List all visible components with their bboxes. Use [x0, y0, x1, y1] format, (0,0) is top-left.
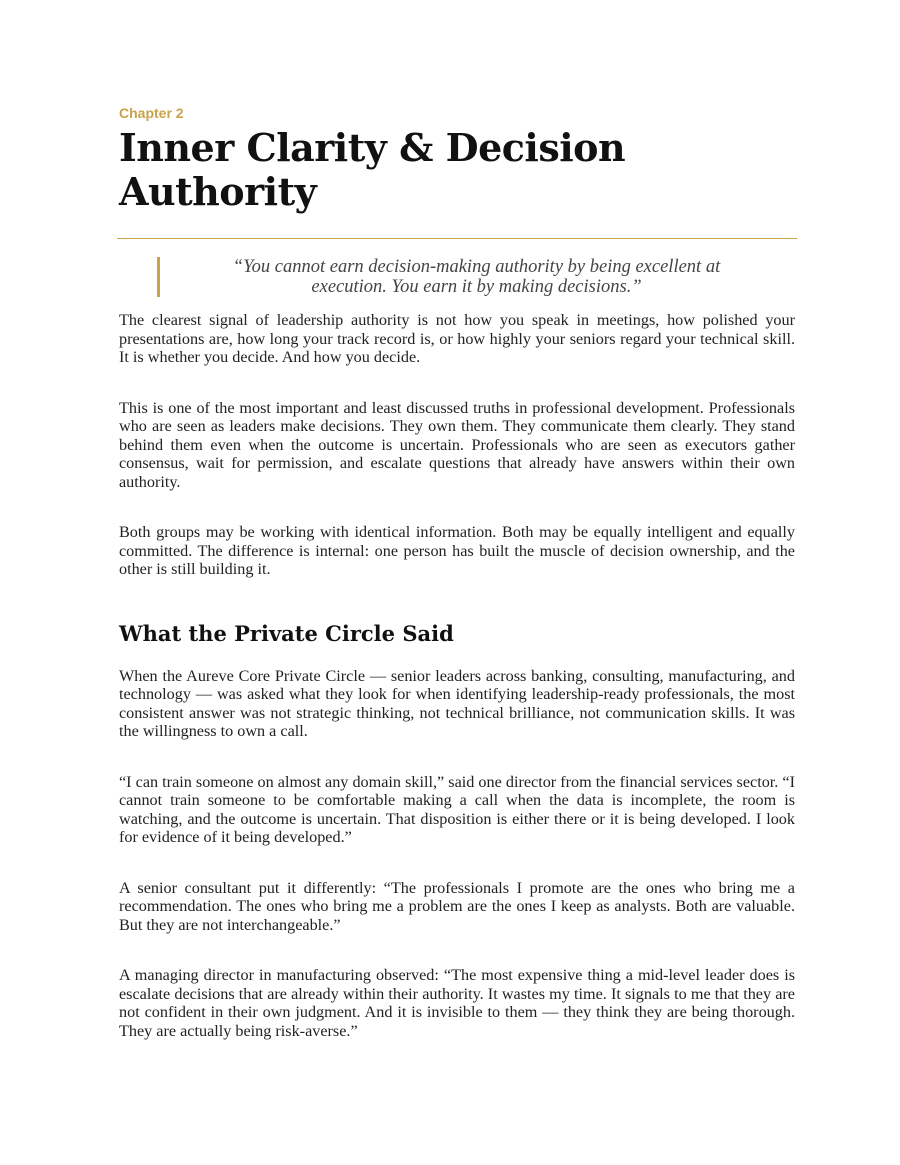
chapter-label: Chapter 2 [119, 105, 184, 121]
pull-quote: “You cannot earn decision-making authority by being excellent at execution. You earn it by making decisions.” [157, 257, 795, 297]
section-paragraph-2: “I can train someone on almost any domain skill,” said one director from the financial services sector. “I cannot train someone to be comfortable making a call when the data is incomplete, the room is watching, and the outcome is uncertain. That disposition is either there or it is being developed. I look for evidence of it being developed.” [119, 772, 795, 846]
intro-paragraph-3: Both groups may be working with identical information. Both may be equally intelligent and equally committed. The difference is internal: one person has built the muscle of decision ownership, and the other is still building it. [119, 523, 795, 578]
chapter-title-line-1: Inner Clarity & Decision [119, 125, 626, 170]
chapter-title [119, 126, 795, 214]
section-paragraph-1: When the Aureve Core Private Circle — senior leaders across banking, consulting, manufacturing, and technology — was asked what they look for when identifying leadership-ready professionals, the most consistent answer was not strategic thinking, not technical brilliance, not communication skills. It was the willingness to own a call. [119, 666, 795, 740]
section-paragraph-4: A managing director in manufacturing observed: “The most expensive thing a mid-level leader does is escalate decisions that are already within their authority. It wastes my time. It signals to me that they are not confident in their own judgment. And it is invisible to them — they think they are being thorough. They are actually being risk-averse.” [119, 966, 795, 1040]
intro-paragraph-2: This is one of the most important and least discussed truths in professional development. Professionals who are seen as leaders make decisions. They own them. They communicate them clearly. They stand behind them even when the outcome is uncertain. Professionals who are seen as executors gather consensus, wait for permission, and escalate questions that already have answers within their own authority. [119, 398, 795, 491]
intro-paragraph-1: The clearest signal of leadership authority is not how you speak in meetings, how polished your presentations are, how long your track record is, or how highly your seniors regard your technical skill. It is whether you decide. And how you decide. [119, 311, 795, 366]
chapter-title-line-2: Authority [119, 169, 317, 214]
section-paragraph-3: A senior consultant put it differently: “The professionals I promote are the ones who bring me a recommendation. The ones who bring me a problem are the ones I keep as analysts. Both are valuable. But they are not interchangeable.” [119, 878, 795, 934]
gold-divider [117, 238, 797, 239]
document-page [119, 104, 795, 1040]
section-heading: What the Private Circle Said [119, 620, 454, 646]
